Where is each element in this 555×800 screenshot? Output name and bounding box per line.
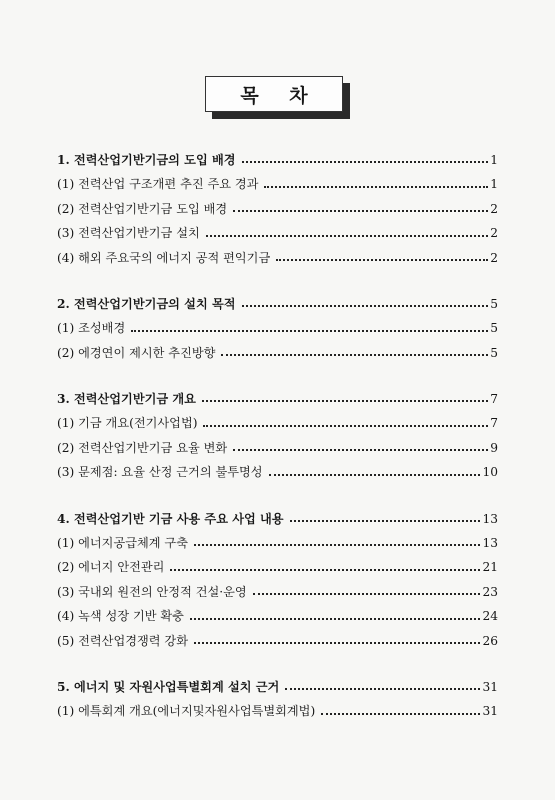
dot-leader [194, 641, 481, 644]
toc-item[interactable] [57, 555, 498, 580]
toc-section-1 [57, 148, 498, 270]
dot-leader [242, 304, 489, 307]
entry-label: (1) 에특회계 개요(에너지및자원사업특별회계법) [57, 704, 316, 718]
page-number: 5 [490, 345, 498, 360]
toc-item[interactable] [57, 629, 498, 654]
dot-leader [221, 353, 488, 356]
toc-item[interactable] [57, 341, 498, 366]
dot-leader [264, 185, 488, 188]
entry-label: (1) 에너지공급체계 구축 [57, 535, 188, 550]
toc-item[interactable] [57, 580, 498, 605]
dot-leader [233, 209, 488, 212]
page-number: 13 [482, 535, 498, 550]
page-number: 10 [482, 465, 498, 479]
toc-section-2 [57, 292, 498, 365]
entry-label: (3) 전력산업기반기금 설치 [57, 226, 200, 240]
page-number: 2 [490, 226, 498, 240]
toc-item[interactable] [57, 316, 498, 341]
toc-item[interactable] [57, 531, 498, 556]
page-number: 26 [482, 633, 498, 648]
page-number: 21 [482, 560, 498, 574]
page-number: 31 [482, 704, 498, 718]
toc-heading[interactable] [57, 148, 498, 172]
entry-label: (1) 기금 개요(전기사업법) [57, 416, 198, 430]
toc-item[interactable] [57, 246, 498, 271]
toc-section-3 [57, 387, 498, 485]
dot-leader [321, 712, 480, 715]
dot-leader [276, 258, 488, 261]
toc-heading[interactable] [57, 387, 498, 411]
toc-item[interactable] [57, 411, 498, 436]
toc-item[interactable] [57, 436, 498, 461]
entry-label: 5. 에너지 및 자원사업특별회계 설치 근거 [57, 680, 280, 694]
entry-label: 1. 전력산업기반기금의 도입 배경 [57, 153, 236, 167]
page-number: 2 [490, 250, 498, 265]
toc-section-4 [57, 507, 498, 654]
page-number: 13 [482, 511, 498, 526]
dot-leader [206, 234, 488, 237]
title-frame [205, 76, 343, 112]
entry-label: (4) 녹색 성장 기반 확충 [57, 609, 184, 623]
page-number: 1 [490, 153, 498, 167]
dot-leader [203, 424, 488, 427]
dot-leader [190, 617, 481, 620]
toc-heading[interactable] [57, 292, 498, 316]
entry-label: (1) 조성배경 [57, 321, 126, 335]
page-number: 7 [490, 416, 498, 430]
entry-label: (3) 문제점: 요율 산정 근거의 불투명성 [57, 465, 263, 479]
toc-heading[interactable] [57, 675, 498, 699]
dot-leader [194, 543, 481, 546]
dot-leader [202, 399, 488, 402]
entry-label: (1) 전력산업 구조개편 추진 주요 경과 [57, 177, 259, 191]
toc-section-5 [57, 675, 498, 724]
dot-leader [131, 329, 488, 332]
entry-label: (2) 에경연이 제시한 추진방향 [57, 345, 216, 360]
entry-label: (2) 전력산업기반기금 요율 변화 [57, 440, 228, 455]
dot-leader [170, 568, 480, 571]
entry-label: 2. 전력산업기반기금의 설치 목적 [57, 297, 236, 311]
page-number: 5 [490, 297, 498, 311]
entry-label: (2) 에너지 안전관리 [57, 560, 165, 574]
toc-item[interactable] [57, 221, 498, 246]
toc-item[interactable] [57, 172, 498, 197]
page-number: 2 [490, 201, 498, 216]
toc-heading[interactable] [57, 507, 498, 531]
page-number: 31 [482, 680, 498, 694]
dot-leader [285, 687, 480, 690]
toc-item[interactable] [57, 604, 498, 629]
toc-item[interactable] [57, 699, 498, 724]
page-number: 1 [490, 177, 498, 191]
toc-item[interactable] [57, 197, 498, 222]
entry-label: (2) 전력산업기반기금 도입 배경 [57, 201, 228, 216]
dot-leader [242, 160, 489, 163]
toc-title-box [205, 76, 350, 119]
page-number: 5 [490, 321, 498, 335]
dot-leader [269, 473, 481, 476]
toc-item[interactable] [57, 460, 498, 485]
page-number: 7 [490, 392, 498, 406]
page-title: 목 차 [240, 84, 320, 107]
entry-label: (4) 해외 주요국의 에너지 공적 편익기금 [57, 250, 271, 265]
dot-leader [253, 592, 481, 595]
table-of-contents [57, 148, 498, 746]
dot-leader [233, 448, 488, 451]
page-number: 23 [482, 584, 498, 599]
entry-label: 3. 전력산업기반기금 개요 [57, 392, 196, 406]
entry-label: 4. 전력산업기반 기금 사용 주요 사업 내용 [57, 511, 284, 526]
page-number: 9 [490, 440, 498, 455]
entry-label: (5) 전력산업경쟁력 강화 [57, 633, 188, 648]
page-number: 24 [482, 609, 498, 623]
dot-leader [290, 519, 481, 522]
entry-label: (3) 국내외 원전의 안정적 건설·운영 [57, 584, 247, 599]
